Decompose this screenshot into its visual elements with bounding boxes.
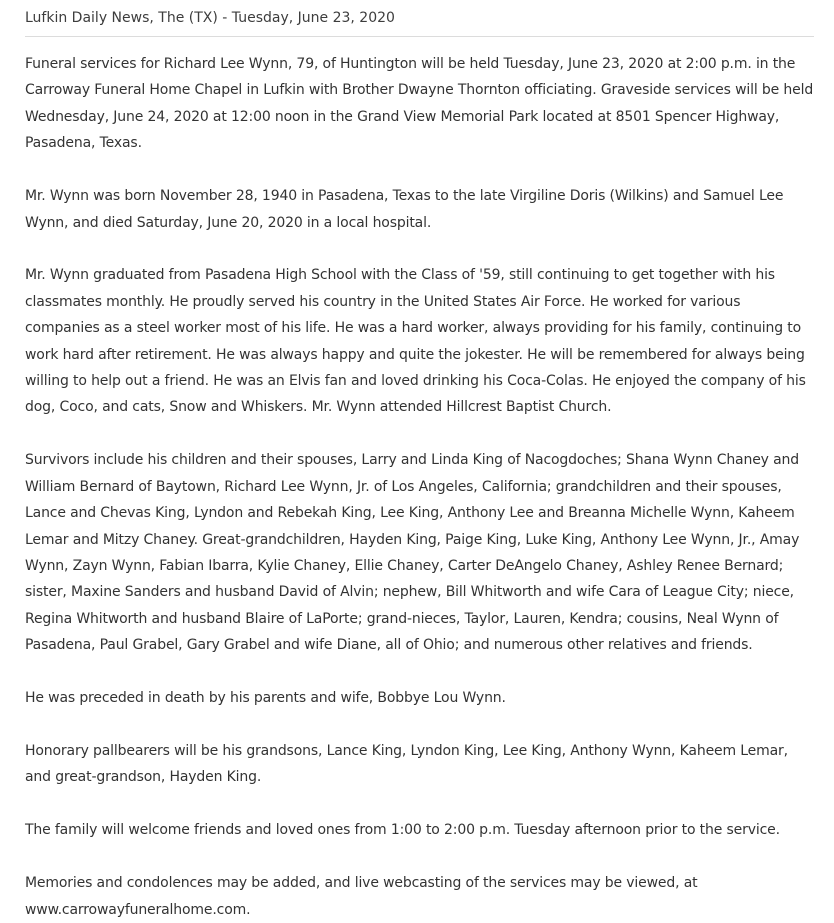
paragraph-pallbearers: Honorary pallbearers will be his grandsons, Lance King, Lyndon King, Lee King, Anthony Wynn, Kaheem Lemar, and great-grandson, Hayden King. — [25, 743, 788, 786]
paragraph-condolences: Memories and condolences may be added, and live webcasting of the services may be viewed, at www.carrowayfuneralhome.com. — [25, 875, 698, 918]
paragraph-life-biography: Mr. Wynn graduated from Pasadena High School with the Class of '59, still continuing to get together with his classmates monthly. He proudly served his country in the United States Air Force. He worked for various companies as a steel worker most of his life. He was a hard worker, always providing for his family, continuing to work hard after retirement. He was always happy and quite the jokester. He will be remembered for always being willing to help out a friend. He was an Elvis fan and loved drinking his Coca-Colas. He enjoyed the company of his dog, Coco, and cats, Snow and Whiskers. Mr. Wynn attended Hillcrest Baptist Church. — [25, 267, 806, 416]
paragraph-birth-death: Mr. Wynn was born November 28, 1940 in Pasadena, Texas to the late Virgiline Doris (Wilkins) and Samuel Lee Wynn, and died Saturday, June 20, 2020 in a local hospital. — [25, 188, 784, 231]
paragraph-funeral-services: Funeral services for Richard Lee Wynn, 79, of Huntington will be held Tuesday, June 23, 2020 at 2:00 p.m. in the Carroway Funeral Home Chapel in Lufkin with Brother Dwayne Thornton officiating. Graveside services will be held Wednesday, June 24, 2020 at 12:00 noon in the Grand View Memorial Park located at 8501 Spencer Highway, Pasadena, Texas. — [25, 56, 814, 152]
obituary-article — [25, 51, 814, 923]
paragraph-preceded-in-death: He was preceded in death by his parents and wife, Bobbye Lou Wynn. — [25, 690, 506, 707]
paragraph-visitation: The family will welcome friends and loved ones from 1:00 to 2:00 p.m. Tuesday afternoon prior to the service. — [25, 822, 780, 839]
publication-source-line: Lufkin Daily News, The (TX) - Tuesday, June 23, 2020 — [25, 0, 814, 37]
paragraph-survivors: Survivors include his children and their spouses, Larry and Linda King of Nacogdoches; Shana Wynn Chaney and William Bernard of Baytown, Richard Lee Wynn, Jr. of Los Angeles, California; grandchildren and their spouses, Lance and Chevas King, Lyndon and Rebekah King, Lee King, Anthony Lee and Breanna Michelle Wynn, Kaheem Lemar and Mitzy Chaney. Great-grandchildren, Hayden King, Paige King, Luke King, Anthony Lee Wynn, Jr., Amay Wynn, Zayn Wynn, Fabian Ibarra, Kylie Chaney, Ellie Chaney, Carter DeAngelo Chaney, Ashley Renee Bernard; sister, Maxine Sanders and husband David of Alvin; nephew, Bill Whitworth and wife Cara of League City; niece, Regina Whitworth and husband Blaire of LaPorte; grand-nieces, Taylor, Lauren, Kendra; cousins, Neal Wynn of Pasadena, Paul Grabel, Gary Grabel and wife Diane, all of Ohio; and numerous other relatives and friends. — [25, 452, 800, 654]
